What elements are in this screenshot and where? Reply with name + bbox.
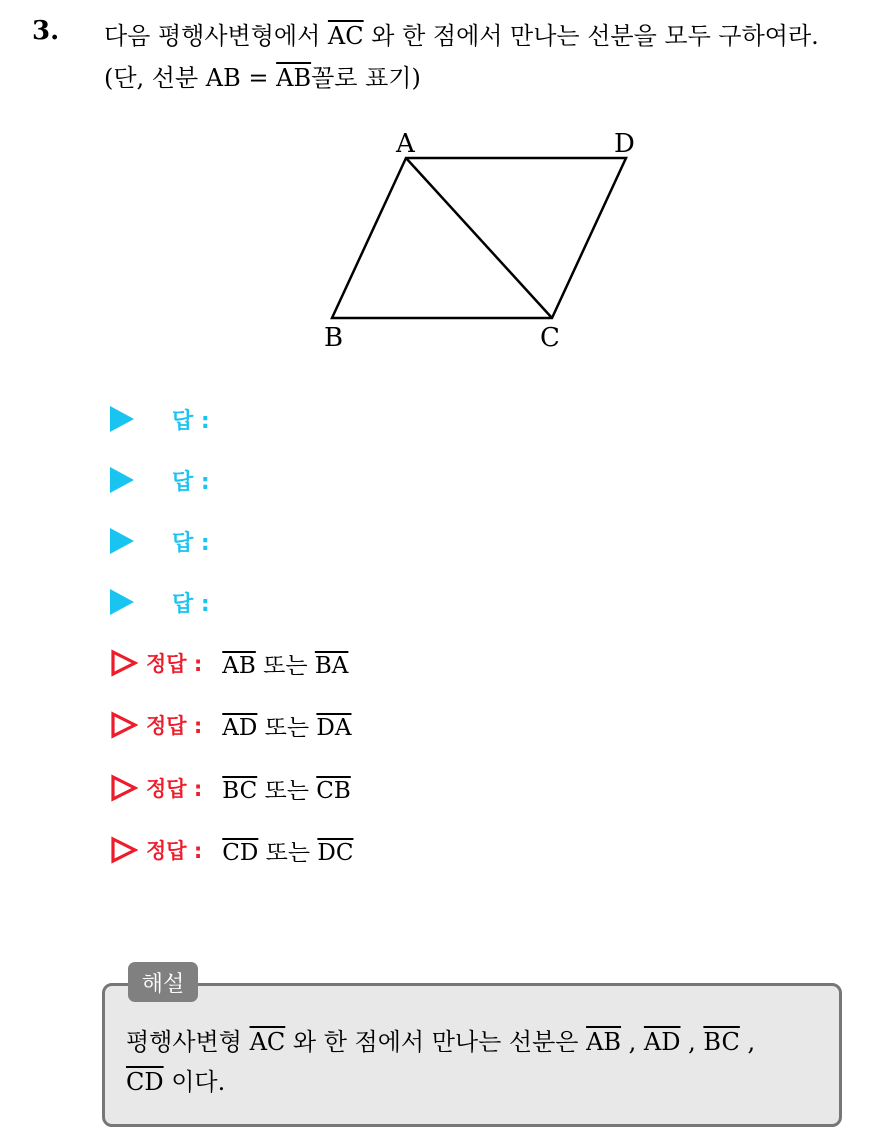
explanation-text: 와 한 점에서 만나는 선분은 <box>285 1028 587 1056</box>
segment: $\overline{AC}$ <box>249 1028 286 1056</box>
explanation-line-2 <box>126 1062 225 1097</box>
vertex-label-a: A <box>396 129 415 159</box>
segment: $\overline{DC}$ <box>317 839 354 866</box>
vertex-label-d: D <box>614 129 635 159</box>
segment: $\overline{BA}$ <box>314 652 349 679</box>
outline-triangle-icon <box>110 711 138 739</box>
segment: $\overline{AB}$ <box>222 652 256 679</box>
solution-text <box>222 647 348 680</box>
answer-label: 답 : <box>172 592 210 617</box>
segment: $\overline{AD}$ <box>643 1028 681 1056</box>
segment-ac: $\overline{AC}$ <box>327 22 364 50</box>
separator-text: , <box>680 1028 704 1056</box>
question-text: 와 한 점에서 만나는 선분을 모두 구하여라. <box>363 22 819 50</box>
segment: $\overline{CB}$ <box>316 777 351 804</box>
solution-row <box>110 708 351 742</box>
play-triangle-icon <box>110 467 134 493</box>
outline-triangle-icon <box>110 836 138 864</box>
answer-blank-row <box>110 402 210 436</box>
question-number: 3. <box>32 16 60 46</box>
diagonal-ac <box>406 158 552 318</box>
answer-label: 답 : <box>172 470 210 495</box>
solution-row <box>110 833 353 867</box>
question-line-1 <box>104 16 819 51</box>
segment: $\overline{BC}$ <box>703 1028 740 1056</box>
question-note: (단, 선분 AB = <box>104 64 277 92</box>
segment: $\overline{BC}$ <box>222 777 258 804</box>
explanation-tab: 해설 <box>128 962 198 1002</box>
question-text: 다음 평행사변형에서 <box>104 22 328 50</box>
answer-label: 답 : <box>172 409 210 434</box>
solution-row <box>110 646 348 680</box>
explanation-text: 이다. <box>163 1068 226 1096</box>
answer-label: 답 : <box>172 531 210 556</box>
solution-text <box>222 772 351 805</box>
outline-triangle-icon <box>110 649 138 677</box>
separator-text: , <box>621 1028 644 1056</box>
solution-label: 정답 : <box>146 714 203 738</box>
segment: $\overline{DA}$ <box>316 714 352 741</box>
answer-blank-row <box>110 585 210 619</box>
explanation-line-1 <box>126 1022 755 1057</box>
connector-text: 또는 <box>257 777 317 804</box>
connector-text: 또는 <box>255 652 315 679</box>
segment: $\overline{CD}$ <box>126 1068 164 1096</box>
question-note: 꼴로 표기) <box>311 64 421 92</box>
answer-blank-row <box>110 524 210 558</box>
solution-label: 정답 : <box>146 652 203 676</box>
segment: $\overline{AD}$ <box>222 714 258 741</box>
play-triangle-icon <box>110 589 134 615</box>
connector-text: 또는 <box>257 714 317 741</box>
separator-text: , <box>739 1028 756 1056</box>
explanation-text: 평행사변형 <box>126 1028 250 1056</box>
parallelogram-figure <box>318 124 658 356</box>
segment: $\overline{AB}$ <box>586 1028 622 1056</box>
solution-text <box>222 709 351 742</box>
question-line-2 <box>104 58 421 93</box>
segment: $\overline{CD}$ <box>222 839 259 866</box>
play-triangle-icon <box>110 406 134 432</box>
vertex-label-c: C <box>540 323 560 353</box>
solution-label: 정답 : <box>146 777 203 801</box>
segment-ab: $\overline{AB}$ <box>276 64 312 92</box>
play-triangle-icon <box>110 528 134 554</box>
solution-label: 정답 : <box>146 839 203 863</box>
vertex-label-b: B <box>324 323 344 353</box>
connector-text: 또는 <box>258 839 318 866</box>
solution-row <box>110 771 351 805</box>
answer-blank-row <box>110 463 210 497</box>
outline-triangle-icon <box>110 774 138 802</box>
solution-text <box>222 834 353 867</box>
